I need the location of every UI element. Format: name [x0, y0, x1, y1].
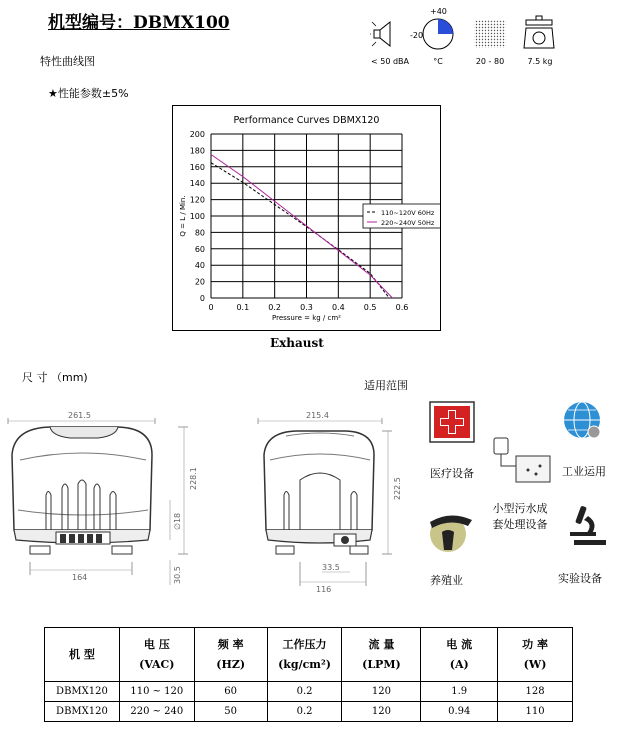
- y-tick-label: 20: [194, 277, 205, 287]
- app-industry-label: 工业运用: [562, 465, 606, 478]
- x-tick-label: 0.2: [268, 303, 282, 312]
- table-cell: 0.94: [421, 702, 498, 722]
- table-cell: DBMX120: [45, 682, 120, 702]
- table-cell: 120: [342, 682, 421, 702]
- weight-icon: [524, 16, 554, 48]
- front-foot-dim: 30.5: [173, 566, 182, 584]
- header-voltage: 电 压 (VAC): [119, 628, 194, 682]
- table-cell: 110: [498, 702, 573, 722]
- y-tick-label: 40: [194, 261, 205, 271]
- noise-label: < 50 dBA: [370, 57, 409, 66]
- y-tick-label: 0: [199, 294, 205, 303]
- legend-entry: 220~240V 50Hz: [381, 219, 435, 227]
- dimension-drawings: [0, 400, 420, 600]
- x-tick-label: 0.5: [363, 303, 377, 312]
- performance-chart-svg: [173, 106, 440, 330]
- table-cell: 110 ~ 120: [119, 682, 194, 702]
- table-cell: 50: [194, 702, 267, 722]
- header-pressure: 工作压力 (kg/cm²): [267, 628, 342, 682]
- x-tick-label: 0.6: [395, 303, 409, 312]
- temperature-icon: [423, 19, 453, 49]
- y-tick-label: 160: [189, 162, 205, 172]
- params-note: ★性能参数±5%: [48, 87, 129, 100]
- y-tick-label: 60: [194, 244, 205, 254]
- exhaust-label: Exhaust: [270, 336, 324, 350]
- header-frequency: 频 率 (HZ): [194, 628, 267, 682]
- y-tick-label: 200: [189, 130, 205, 139]
- app-aquaculture-label: 养殖业: [430, 574, 463, 587]
- front-height-dim: 228.1: [189, 467, 198, 490]
- front-base-dim: 164: [72, 573, 88, 582]
- table-cell: 220 ~ 240: [119, 702, 194, 722]
- header-current: 电 流 (A): [421, 628, 498, 682]
- side-outlet-dim: 33.5: [322, 563, 340, 572]
- x-tick-label: 0.4: [331, 303, 345, 312]
- table-cell: 0.2: [267, 682, 342, 702]
- table-cell: 1.9: [421, 682, 498, 702]
- medical-icon: [430, 402, 474, 442]
- table-cell: 120: [342, 702, 421, 722]
- legend-entry: 110~120V 60Hz: [381, 209, 435, 217]
- side-base-dim: 116: [316, 585, 332, 594]
- header-model: 机 型: [45, 628, 120, 682]
- temperature-label: °C: [433, 57, 443, 66]
- application-icons: [428, 398, 618, 578]
- y-tick-label: 120: [189, 195, 205, 205]
- table-row: [45, 682, 573, 702]
- side-height-dim: 222.5: [393, 477, 402, 500]
- side-width-dim: 215.4: [306, 411, 329, 420]
- dimensions-section-label: 尺 寸 （mm): [22, 371, 88, 384]
- y-tick-label: 100: [189, 212, 205, 221]
- industry-icon: [564, 402, 600, 438]
- humidity-label: 20 - 80: [475, 57, 505, 66]
- aquaculture-icon: [430, 515, 472, 552]
- sewage-icon: [494, 438, 550, 482]
- app-sewage-label: 小型污水成 套处理设备: [492, 502, 548, 531]
- y-tick-label: 140: [189, 179, 205, 189]
- temperature-max: +40: [430, 8, 447, 16]
- table-cell: DBMX120: [45, 702, 120, 722]
- x-tick-label: 0.1: [236, 303, 250, 312]
- app-medical-label: 医疗设备: [430, 467, 474, 480]
- y-tick-label: 180: [189, 146, 205, 156]
- x-tick-label: 0: [208, 303, 214, 312]
- table-header-row: [45, 628, 573, 682]
- table-cell: 128: [498, 682, 573, 702]
- temperature-min: -20: [410, 31, 424, 40]
- spec-icons: [370, 8, 570, 58]
- table-cell: 60: [194, 682, 267, 702]
- table-cell: 0.2: [267, 702, 342, 722]
- y-tick-label: 80: [194, 228, 205, 238]
- side-view-drawing: [258, 418, 392, 586]
- header-flow: 流 量 (LPM): [342, 628, 421, 682]
- front-hole-dim: ∅18: [173, 512, 182, 530]
- table-row: [45, 702, 573, 722]
- laboratory-icon: [570, 506, 606, 545]
- front-width-dim: 261.5: [68, 411, 91, 420]
- weight-label: 7.5 kg: [527, 57, 553, 66]
- chart-title: Performance Curves DBMX120: [233, 115, 380, 126]
- spec-table: [44, 627, 573, 722]
- header-power: 功 率 (W): [498, 628, 573, 682]
- front-view-drawing: [8, 418, 188, 585]
- y-axis-label: Q = L / Min.: [179, 195, 187, 237]
- page-title: 机型编号：DBMX100: [48, 13, 230, 33]
- x-tick-label: 0.3: [300, 303, 313, 312]
- humidity-icon: [474, 20, 506, 48]
- application-section-label: 适用范围: [364, 379, 408, 392]
- app-laboratory-label: 实验设备: [558, 572, 602, 585]
- x-axis-label: Pressure = kg / cm²: [272, 314, 341, 322]
- performance-chart: [172, 105, 441, 331]
- noise-icon: [370, 22, 390, 46]
- curve-section-label: 特性曲线图: [40, 55, 95, 68]
